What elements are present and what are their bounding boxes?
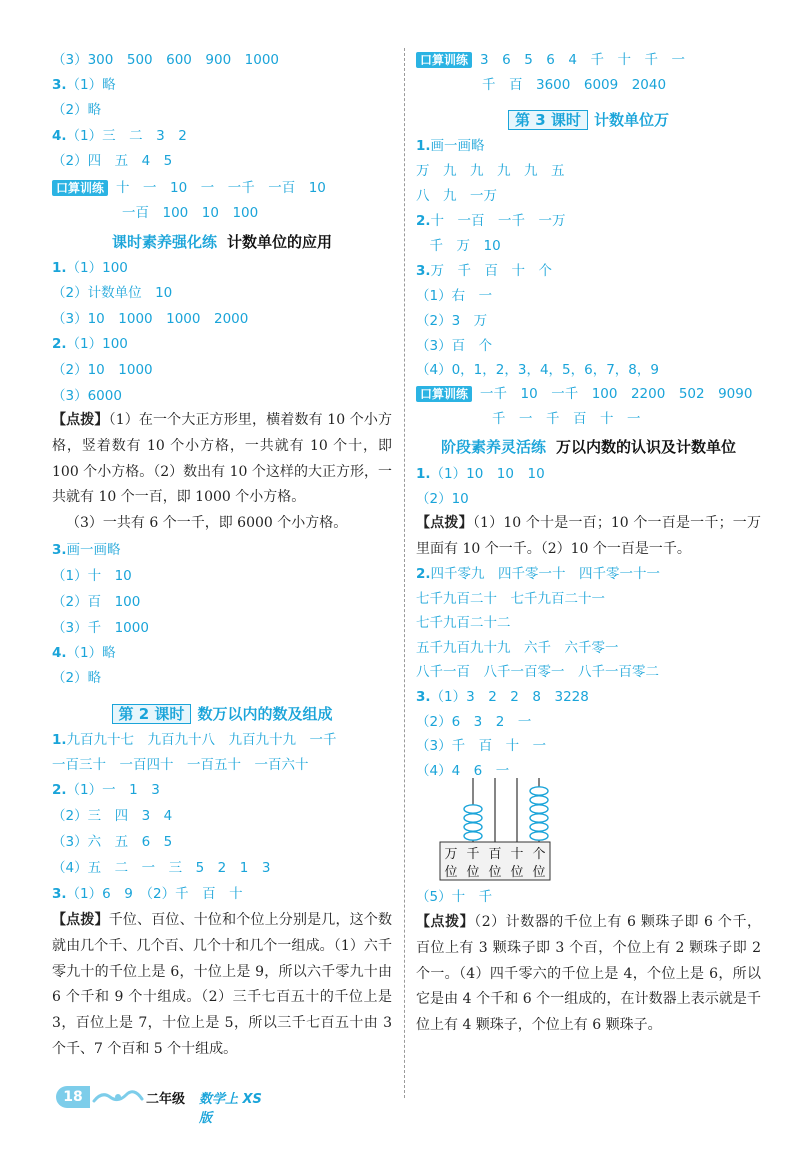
- answer-line: 3.（1）略: [52, 77, 116, 93]
- abacus-beads-one: [530, 787, 548, 840]
- tip-paragraph: （3）一共有 6 个一千，即 6000 个小方格。: [66, 515, 348, 531]
- answer-line: 1.九百九十七 九百九十八 九百九十九 一千: [52, 732, 337, 748]
- answer-line: （3）千 百 十 一: [416, 738, 547, 754]
- place-label: 位: [488, 865, 502, 880]
- abacus-bead: [464, 814, 482, 822]
- answer-line: （4）五 二 一 三 5 2 1 3: [52, 860, 271, 876]
- answer-line: 一百三十 一百四十 一百五十 一百六十: [52, 757, 309, 773]
- place-label: 百: [488, 847, 502, 862]
- abacus-bead: [464, 823, 482, 831]
- place-label: 位: [510, 865, 524, 880]
- section-heading: 课时素养强化练 计数单位的应用: [111, 233, 333, 251]
- page-footer: [56, 1086, 266, 1126]
- answer-line: （3）六 五 6 5: [52, 834, 173, 850]
- abacus-figure: [439, 772, 551, 882]
- answer-line: （2）四 五 4 5: [52, 153, 173, 169]
- grade-label: 二年级: [146, 1092, 186, 1107]
- answer-line: （3）百 个: [416, 338, 493, 354]
- answer-line: （2）三 四 3 4: [52, 808, 173, 824]
- answer-line: （1）十 10: [52, 568, 132, 584]
- lesson-badge: 第 3 课时: [508, 110, 588, 130]
- answer-line: 3.万 千 百 十 个: [416, 263, 553, 279]
- answer-line: （5）十 千: [416, 889, 493, 905]
- abacus-beads-thousand: [464, 805, 482, 840]
- answer-line: 千 万 10: [416, 238, 501, 254]
- brand-logo-icon: [92, 1089, 144, 1105]
- kousuan-line: 口算训练 一千 10 一千 100 2200 502 9090: [416, 386, 752, 402]
- answer-line: 3.画一画略: [52, 542, 121, 558]
- answer-line: 2.（1）一 1 3: [52, 782, 160, 798]
- answer-line: 五千九百九十九 六千 六千零一: [416, 640, 619, 656]
- answer-line: 1.（1）10 10 10: [416, 466, 545, 482]
- answer-line: 3.（1）6 9 （2）千 百 十: [52, 886, 243, 902]
- place-label: 十: [510, 847, 524, 862]
- abacus-bead: [530, 796, 548, 804]
- place-label: 千: [466, 847, 480, 862]
- tip-paragraph: 【点拨】（2）计数器的千位上有 6 颗珠子即 6 个千，百位上有 3 颗珠子即 3 个百，个位上有 2 颗珠子即 2 个一。（4）四千零六的千位上是 4，个位上是 6，所以它是由 4 个千和 6 个一组成的，在计数器上表示就是千位上有 4 颗珠子，个位上有 6 颗珠子。: [416, 914, 761, 1034]
- answer-line: 万 九 九 九 九 五: [416, 163, 565, 179]
- abacus-bead: [464, 805, 482, 813]
- answer-line: （3）6000: [52, 388, 122, 404]
- abacus-bead: [530, 805, 548, 813]
- answer-line: 七千九百二十二: [416, 615, 511, 631]
- answer-line: （4）0，1，2，3，4，5，6，7，8，9: [416, 362, 659, 378]
- answer-line: 1.画一画略: [416, 138, 485, 154]
- place-label: 万: [444, 847, 458, 862]
- kousuan-line: 千 一 千 百 十 一: [492, 411, 641, 427]
- place-label: 位: [466, 865, 480, 880]
- kousuan-line: 千 百 3600 6009 2040: [482, 77, 667, 93]
- abacus-bead: [530, 823, 548, 831]
- answer-line: （3）10 1000 1000 2000: [52, 311, 249, 327]
- kousuan-badge: 口算训练: [416, 52, 472, 68]
- lesson-heading: 第 2 课时 数万以内的数及组成: [52, 704, 392, 724]
- abacus-bead: [530, 787, 548, 795]
- answer-line: （2）6 3 2 一: [416, 714, 532, 730]
- kousuan-line: 一百 100 10 100: [122, 205, 259, 221]
- subject-label: 数学上 XS 版: [199, 1092, 262, 1126]
- page-number: 18: [56, 1086, 90, 1108]
- answer-line: （2）计数单位 10: [52, 285, 173, 301]
- tip-paragraph: 【点拨】（1）10 个十是一百；10 个一百是一千；一万里面有 10 个一千。（2）10 个一百是一千。: [416, 515, 762, 557]
- place-label: 位: [444, 865, 458, 880]
- section-heading: 阶段素养灵活练 万以内数的认识及计数单位: [440, 438, 737, 456]
- answer-line: 八 九 一万: [416, 188, 497, 204]
- kousuan-line: 口算训练 3 6 5 6 4 千 十 千 一: [416, 52, 685, 68]
- tip-paragraph: 【点拨】（1）在一个大正方形里，横着数有 10 个小方格，竖着数有 10 个小方格，一共就有 10 个十，即 100 个小方格。（2）数出有 10 个这样的大正方形，一共就有 10 个一百，即 1000 个小方格。: [52, 412, 392, 506]
- answer-line: （2）10 1000: [52, 362, 153, 378]
- place-label: 个: [532, 847, 546, 862]
- abacus-bead: [530, 814, 548, 822]
- kousuan-badge: 口算训练: [416, 386, 472, 402]
- kousuan-badge: 口算训练: [52, 180, 108, 196]
- answer-line: （3）300 500 600 900 1000: [52, 52, 280, 68]
- answer-line: （2）百 100: [52, 594, 141, 610]
- answer-line: （2）3 万: [416, 313, 488, 329]
- answer-line: 2.十 一百 一千 一万: [416, 213, 566, 229]
- abacus-bead: [530, 832, 548, 840]
- answer-line: （2）略: [52, 102, 102, 118]
- answer-line: （2）10: [416, 491, 469, 507]
- answer-line: 4.（1）三 二 3 2: [52, 128, 187, 144]
- answer-line: 4.（1）略: [52, 645, 116, 661]
- answer-line: 2.（1）100: [52, 336, 128, 352]
- answer-line: （4）4 6 一: [416, 763, 510, 779]
- kousuan-line: 口算训练 十 一 10 一 一千 一百 10: [52, 180, 326, 196]
- answer-line: 1.（1）100: [52, 260, 128, 276]
- column-divider: [404, 48, 405, 1098]
- answer-line: 3.（1）3 2 2 8 3228: [416, 689, 589, 705]
- abacus-bead: [464, 832, 482, 840]
- place-label: 位: [532, 865, 546, 880]
- answer-line: （3）千 1000: [52, 620, 149, 636]
- answer-line: 2.四千零九 四千零一十 四千零一十一: [416, 566, 661, 582]
- answer-line: 七千九百二十 七千九百二十一: [416, 591, 605, 607]
- answer-line: 八千一百 八千一百零一 八千一百零二: [416, 664, 659, 680]
- answer-line: （1）右 一: [416, 288, 493, 304]
- lesson-heading: 第 3 课时 计数单位万: [416, 110, 761, 130]
- tip-paragraph: 【点拨】千位、百位、十位和个位上分别是几，这个数就由几个千、几个百、几个十和几个一组成。（1）六千零九十的千位上是 6，十位上是 9，所以六千零九十由 6 个千和 9 个十组成。（2）三千七百五十的千位上是 3，百位上是 7，十位上是 5，所以三千七百五十由 3 个千、7 个百和 5 个十组成。: [52, 912, 393, 1057]
- lesson-badge: 第 2 课时: [112, 704, 192, 724]
- answer-line: （2）略: [52, 670, 102, 686]
